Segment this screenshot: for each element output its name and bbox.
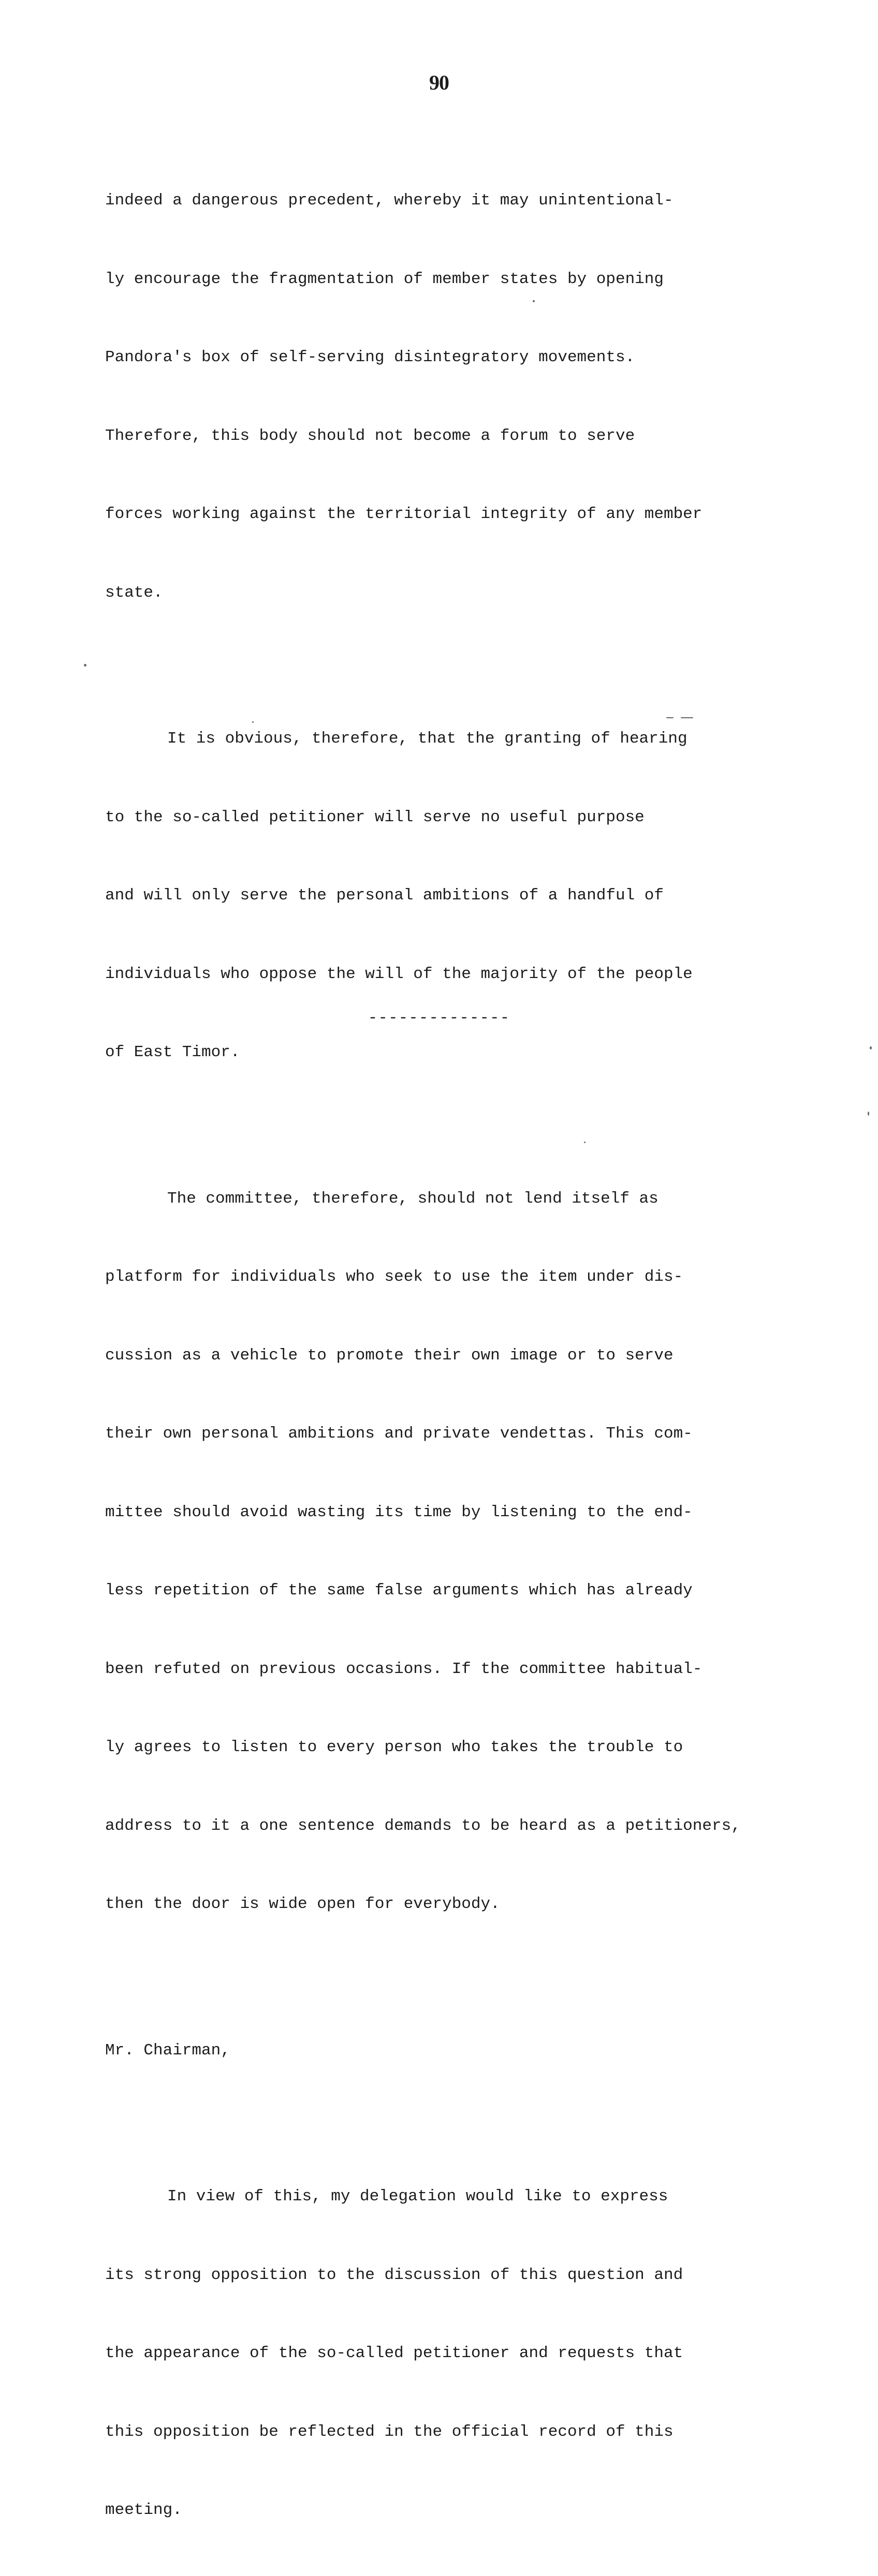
text-line: their own personal ambitions and private vendettas. This com- <box>105 1425 693 1443</box>
text-line: indeed a dangerous precedent, whereby it may unintentional- <box>105 191 674 210</box>
text-line: cussion as a vehicle to promote their own image or to serve <box>105 1346 674 1365</box>
scan-speck <box>681 717 693 718</box>
paragraph-2 <box>105 674 788 1118</box>
scan-speck <box>868 1112 869 1116</box>
closing-rule: -------------- <box>368 1009 510 1027</box>
text-line: its strong opposition to the discussion of this question and <box>105 2266 683 2284</box>
text-line: In view of this, my delegation would like to express <box>167 2187 668 2205</box>
text-line: to the so-called petitioner will serve no useful purpose <box>105 808 645 826</box>
text-line: ly agrees to listen to every person who takes the trouble to <box>105 1738 683 1756</box>
text-line: then the door is wide open for everybody. <box>105 1895 500 1913</box>
text-line: less repetition of the same false arguments which has already <box>105 1581 693 1600</box>
page-number: 90 <box>429 71 449 94</box>
text-line: mittee should avoid wasting its time by listening to the end- <box>105 1503 693 1521</box>
document-body <box>105 136 788 2576</box>
paragraph-4 <box>105 2131 788 2576</box>
text-line: individuals who oppose the will of the majority of the people <box>105 965 693 983</box>
text-line: platform for individuals who seek to use the item under dis- <box>105 1268 683 1286</box>
text-line: meeting. <box>105 2501 182 2519</box>
paragraph-1 <box>105 136 788 658</box>
scan-speck <box>870 1046 872 1049</box>
scan-speck <box>584 1142 586 1143</box>
text-line: ly encourage the fragmentation of member states by opening <box>105 270 664 288</box>
text-line: and will only serve the personal ambitions of a handful of <box>105 886 664 905</box>
text-line: The committee, therefore, should not lend itself as <box>167 1189 658 1208</box>
paragraph-3 <box>105 1134 788 1970</box>
text-line: forces working against the territorial integrity of any member <box>105 505 703 523</box>
text-line: It is obvious, therefore, that the granting of hearing <box>167 730 687 748</box>
scan-speck <box>84 664 86 667</box>
text-line: Mr. Chairman, <box>105 2041 230 2060</box>
text-line: been refuted on previous occasions. If the committee habitual- <box>105 1660 703 1678</box>
scan-speck <box>252 721 254 723</box>
text-line: the appearance of the so-called petitioner and requests that <box>105 2344 683 2362</box>
text-line: Therefore, this body should not become a forum to serve <box>105 426 635 445</box>
scan-speck <box>666 717 674 718</box>
scan-speck <box>533 300 535 302</box>
text-line: address to it a one sentence demands to be heard as a petitioners, <box>105 1816 741 1835</box>
text-line: of East Timor. <box>105 1043 240 1061</box>
text-line: this opposition be reflected in the official record of this <box>105 2422 674 2441</box>
salutation <box>105 1986 788 2116</box>
text-line: state. <box>105 583 163 602</box>
text-line: Pandora's box of self-serving disintegratory movements. <box>105 348 635 366</box>
